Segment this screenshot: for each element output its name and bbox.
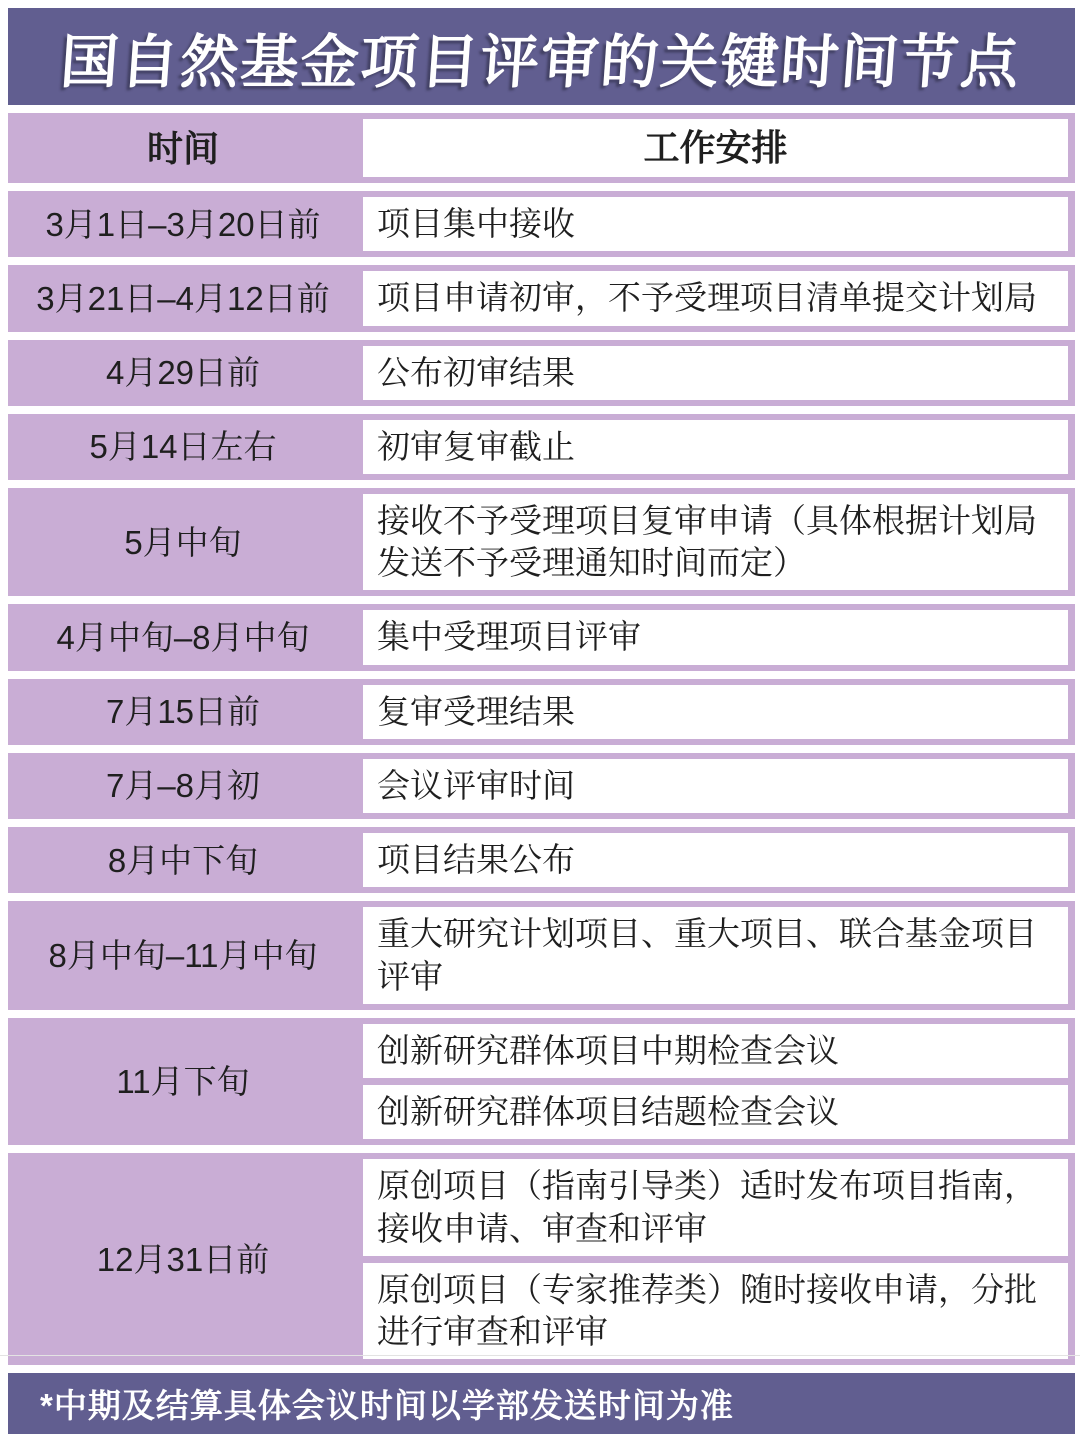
work-item-cell: 公布初审结果 (363, 346, 1068, 400)
footnote-text: *中期及结算具体会议时间以学部发送时间为准 (40, 1387, 734, 1425)
footnote-bar (8, 1373, 1075, 1434)
time-cell: 12月31日前 (96, 1240, 270, 1278)
work-area (358, 1018, 1075, 1145)
time-cell: 8月中下旬 (107, 841, 259, 879)
table-row (8, 191, 1075, 257)
work-item-cell: 集中受理项目评审 (363, 610, 1068, 664)
table-row (8, 414, 1075, 480)
table-row (8, 265, 1075, 331)
work-item-cell: 初审复审截止 (363, 420, 1068, 474)
table-header-row (8, 113, 1075, 183)
table-row (8, 753, 1075, 819)
work-item-cell: 原创项目（专家推荐类）随时接收申请，分批进行审查和评审 (363, 1263, 1068, 1359)
time-cell: 4月29日前 (105, 354, 261, 392)
table-row (8, 679, 1075, 745)
table-row (8, 488, 1075, 596)
time-cell: 7月15日前 (105, 693, 261, 731)
table-row (8, 340, 1075, 406)
time-cell: 5月14日左右 (89, 428, 277, 466)
table-row (8, 1153, 1075, 1365)
work-item-cell: 项目申请初审，不予受理项目清单提交计划局 (363, 271, 1068, 325)
time-cell: 4月中旬–8月中旬 (56, 618, 310, 656)
time-cell: 3月21日–4月12日前 (36, 279, 330, 317)
work-area (358, 265, 1075, 331)
time-cell: 5月中旬 (124, 523, 242, 561)
table-row (8, 1018, 1075, 1145)
work-item-cell: 重大研究计划项目、重大项目、联合基金项目评审 (363, 907, 1068, 1003)
table-row (8, 901, 1075, 1009)
work-item-cell: 项目结果公布 (363, 833, 1068, 887)
work-item-cell: 项目集中接收 (363, 197, 1068, 251)
work-area (358, 488, 1075, 596)
work-area (358, 1153, 1075, 1365)
work-area (358, 191, 1075, 257)
header-time-column: 时间 (146, 127, 219, 169)
time-cell: 11月下旬 (116, 1063, 250, 1100)
table-row (8, 827, 1075, 893)
time-cell: 7月–8月初 (105, 767, 261, 805)
work-area (358, 604, 1075, 670)
header-work-area (358, 113, 1075, 183)
work-area (358, 340, 1075, 406)
table-row (8, 604, 1075, 670)
work-item-cell: 会议评审时间 (363, 759, 1068, 813)
work-item-cell: 接收不予受理项目复审申请（具体根据计划局发送不予受理通知时间而定） (363, 494, 1068, 590)
work-area (358, 827, 1075, 893)
header-work-column: 工作安排 (363, 119, 1068, 177)
time-cell: 3月1日–3月20日前 (45, 205, 321, 243)
work-area (358, 753, 1075, 819)
work-area (358, 901, 1075, 1009)
work-item-cell: 创新研究群体项目中期检查会议 (363, 1024, 1068, 1078)
work-area (358, 679, 1075, 745)
work-item-cell: 创新研究群体项目结题检查会议 (363, 1085, 1068, 1139)
page-title: 国自然基金项目评审的关键时间节点 (58, 29, 1024, 95)
time-cell: 8月中旬–11月中旬 (48, 937, 318, 975)
table-body (8, 191, 1075, 1365)
title-banner (8, 8, 1075, 105)
work-area (358, 414, 1075, 480)
work-item-cell: 复审受理结果 (363, 685, 1068, 739)
work-item-cell: 原创项目（指南引导类）适时发布项目指南，接收申请、审查和评审 (363, 1159, 1068, 1255)
